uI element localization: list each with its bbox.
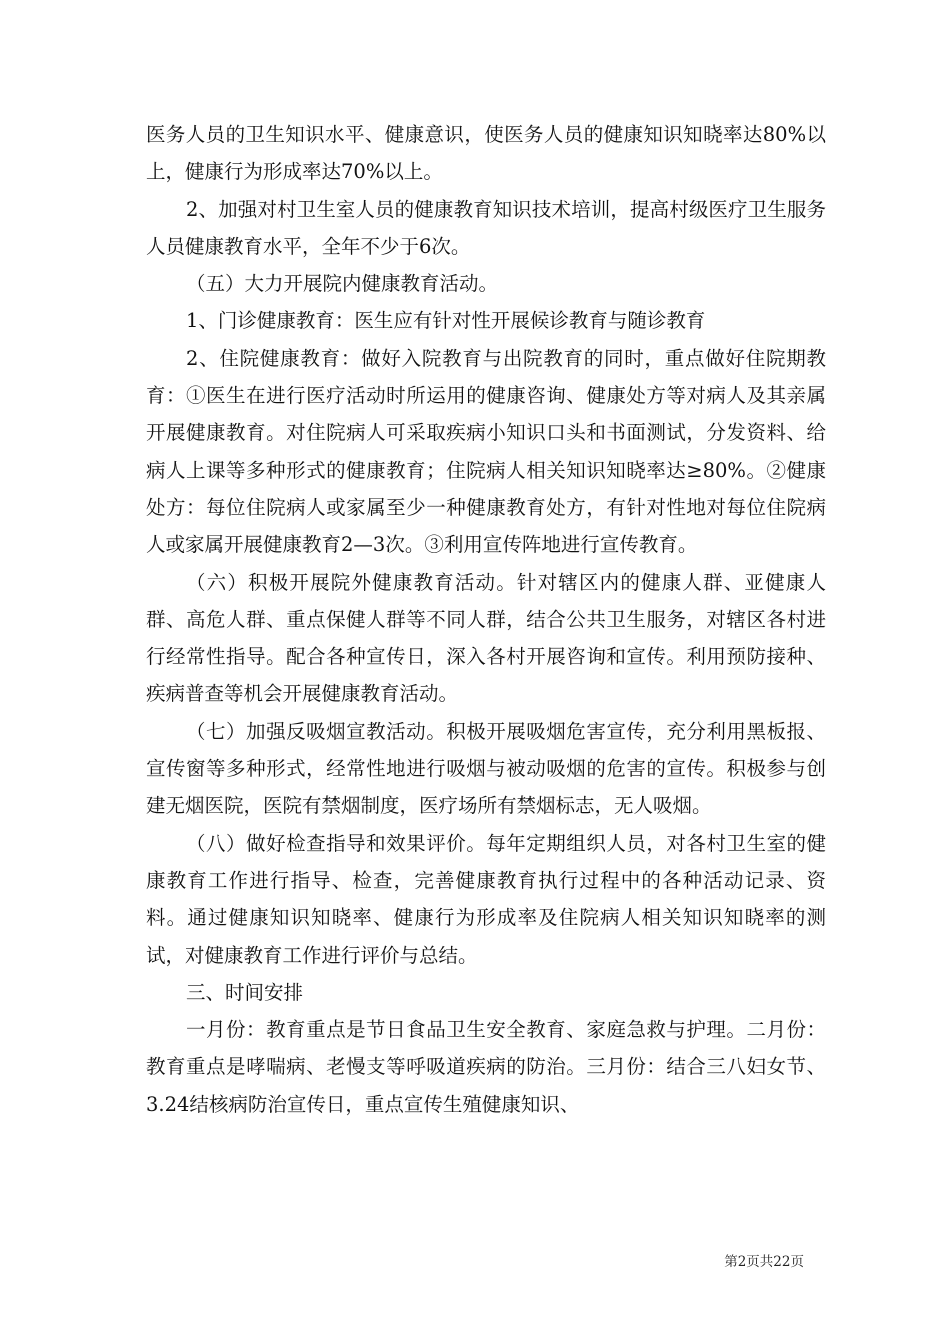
paragraph-8: （八）做好检查指导和效果评价。每年定期组织人员，对各村卫生室的健康教育工作进行指导、检查，完善健康教育执行过程中的各种活动记录、资料。通过健康知识知晓率、健康行为形成率及住院病人相关知识知晓率的测试，对健康教育工作进行评价与总结。 [146, 831, 826, 967]
paragraph-10: 一月份：教育重点是节日食品卫生安全教育、家庭急救与护理。二月份：教育重点是哮喘病、老慢支等呼吸道疾病的防治。三月份：结合三八妇女节、3.24结核病防治宣传日，重点宣传生殖健康知识、 [146, 1018, 826, 1116]
page-number-footer: 第2页共22页 [724, 1254, 804, 1270]
paragraph-4: 1、门诊健康教育：医生应有针对性开展候诊教育与随诊教育 [186, 309, 706, 333]
paragraph-7: （七）加强反吸烟宣教活动。积极开展吸烟危害宣传，充分利用黑板报、宣传窗等多种形式，经常性地进行吸烟与被动吸烟的危害的宣传。积极参与创建无烟医院，医院有禁烟制度，医疗场所有禁烟标志，无人吸烟。 [146, 719, 826, 818]
paragraph-1: 医务人员的卫生知识水平、健康意识，使医务人员的健康知识知晓率达80%以上，健康行为形成率达70%以上。 [146, 123, 826, 184]
paragraph-2: 2、加强对村卫生室人员的健康教育知识技术培训，提高村级医疗卫生服务人员健康教育水平，全年不少于6次。 [146, 197, 826, 258]
paragraph-6: （六）积极开展院外健康教育活动。针对辖区内的健康人群、亚健康人群、高危人群、重点保健人群等不同人群，结合公共卫生服务，对辖区各村进行经常性指导。配合各种宣传日，深入各村开展咨询和宣传。利用预防接种、疾病普查等机会开展健康教育活动。 [146, 570, 826, 706]
document-body [146, 116, 826, 1123]
paragraph-5: 2、住院健康教育：做好入院教育与出院教育的同时，重点做好住院期教育：①医生在进行医疗活动时所运用的健康咨询、健康处方等对病人及其亲属开展健康教育。对住院病人可采取疾病小知识口头和书面测试，分发资料、给病人上课等多种形式的健康教育；住院病人相关知识知晓率达≥80%。②健康处方：每位住院病人或家属至少一种健康教育处方，有针对性地对每位住院病人或家属开展健康教育2—3次。③利用宣传阵地进行宣传教育。 [146, 346, 826, 557]
paragraph-3: （五）大力开展院内健康教育活动。 [186, 272, 499, 296]
section-heading-schedule: 三、时间安排 [186, 980, 304, 1004]
